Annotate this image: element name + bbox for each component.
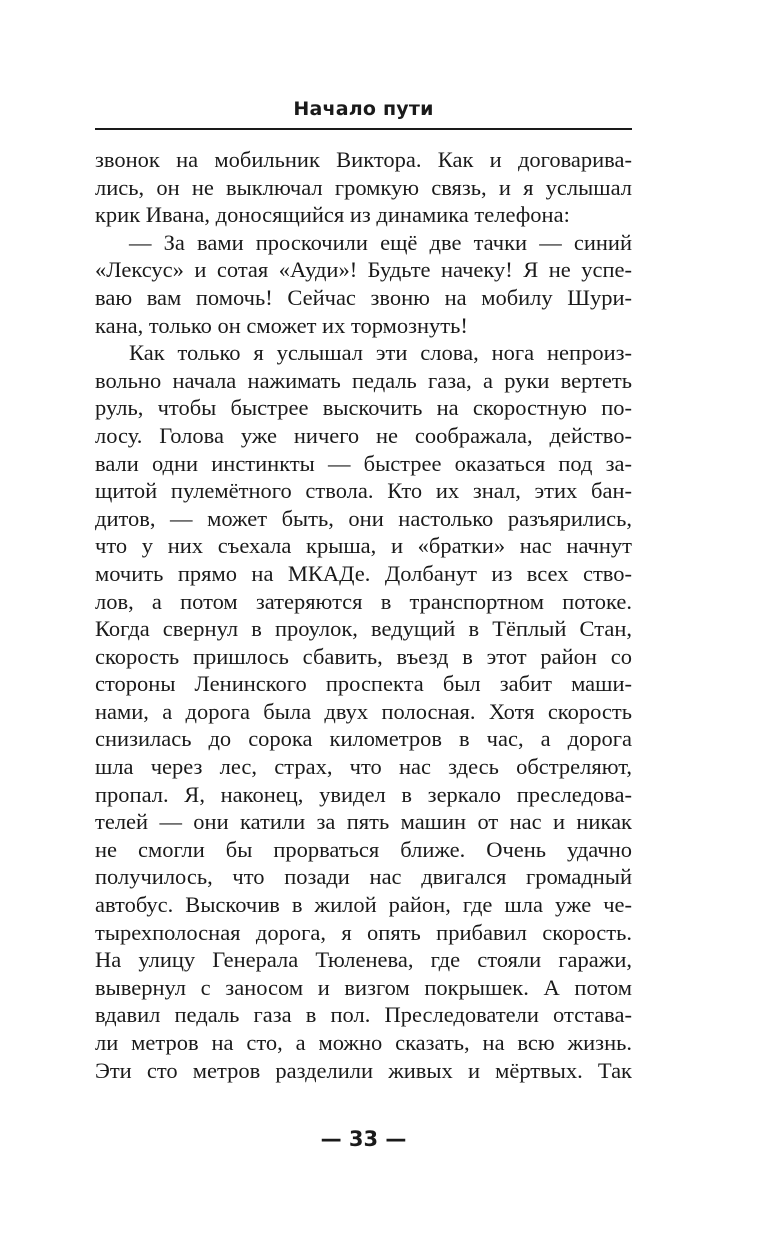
text-line: вали одни инстинкты — быстрее оказаться под за- bbox=[95, 450, 632, 476]
text-line: кана, только он сможет их тормознуть! bbox=[95, 312, 468, 338]
body-text bbox=[95, 146, 632, 1084]
text-line: руль, чтобы быстрее выскочить на скоростную по- bbox=[95, 395, 632, 421]
text-line: вольно начала нажимать педаль газа, а руки вертеть bbox=[95, 367, 632, 393]
page-number: — 33 — bbox=[320, 1127, 407, 1151]
text-line: что у них съехала крыша, и «братки» нас начнут bbox=[95, 533, 632, 559]
running-title: Начало пути bbox=[293, 98, 434, 120]
text-line: Эти сто метров разделили живых и мёртвых. Так bbox=[95, 1057, 632, 1083]
text-line: лосу. Голова уже ничего не соображала, действо- bbox=[95, 422, 632, 448]
text-line: скорость пришлось сбавить, въезд в этот район со bbox=[95, 643, 632, 669]
text-line: «Лексус» и сотая «Ауди»! Будьте начеку! Я не успе- bbox=[95, 257, 632, 283]
text-line: снизилась до сорока километров в час, а дорога bbox=[95, 726, 632, 752]
text-line: пропал. Я, наконец, увидел в зеркало преследова- bbox=[95, 781, 632, 807]
text-line: дитов, — может быть, они настолько разъярились, bbox=[95, 505, 632, 531]
text-line: нами, а дорога была двух полосная. Хотя скорость bbox=[95, 698, 632, 724]
text-line: телей — они катили за пять машин от нас и никак bbox=[95, 809, 632, 835]
text-line: звонок на мобильник Виктора. Как и договарива- bbox=[95, 147, 632, 172]
text-line: щитой пулемётного ствола. Кто их знал, этих бан- bbox=[95, 478, 632, 504]
text-line: крик Ивана, доносящийся из динамика телефона: bbox=[95, 202, 570, 228]
text-line: ли метров на сто, а можно сказать, на всю жизнь. bbox=[95, 1030, 632, 1055]
text-line: ваю вам помочь! Сейчас звоню на мобилу Шури- bbox=[95, 284, 632, 310]
text-line: мочить прямо на МКАДе. Долбанут из всех ство- bbox=[95, 560, 632, 586]
text-line: вдавил педаль газа в пол. Преследователи отстава- bbox=[95, 1002, 632, 1028]
text-line: — За вами проскочили ещё две тачки — синий bbox=[129, 229, 632, 255]
text-line: не смогли бы прорваться ближе. Очень удачно bbox=[95, 836, 632, 862]
text-line: шла через лес, страх, что нас здесь обстреляют, bbox=[95, 754, 632, 780]
text-line: вывернул с заносом и визгом покрышек. А потом bbox=[95, 974, 632, 1000]
text-line: тырехполосная дорога, я опять прибавил скорость. bbox=[95, 919, 632, 945]
text-line: Когда свернул в проулок, ведущий в Тёплый Стан, bbox=[95, 616, 632, 642]
text-line: Как только я услышал эти слова, нога непроиз- bbox=[129, 340, 632, 366]
text-line: стороны Ленинского проспекта был забит маши- bbox=[95, 671, 632, 697]
text-line: лись, он не выключал громкую связь, и я услышал bbox=[95, 174, 632, 200]
text-line: получилось, что позади нас двигался громадный bbox=[95, 864, 632, 890]
header-rule bbox=[95, 128, 632, 130]
text-line: автобус. Выскочив в жилой район, где шла уже че- bbox=[95, 892, 632, 918]
text-line: На улицу Генерала Тюленева, где стояли гаражи, bbox=[95, 947, 632, 973]
text-line: лов, а потом затеряются в транспортном потоке. bbox=[95, 588, 632, 614]
